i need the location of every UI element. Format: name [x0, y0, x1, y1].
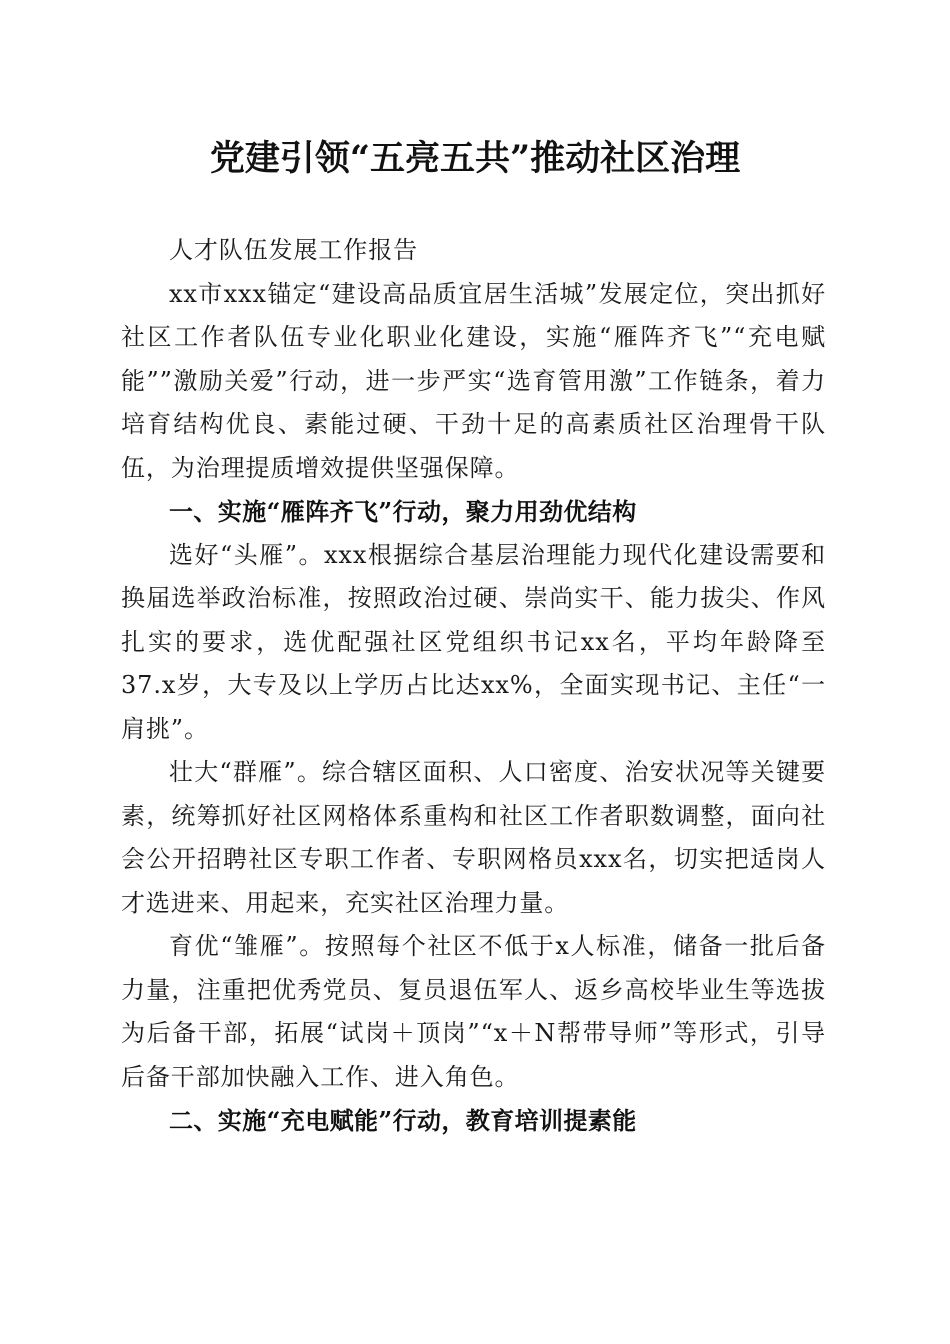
- document-subtitle: 人才队伍发展工作报告: [169, 236, 418, 264]
- intro-paragraph: xx市xxx锚定“建设高品质宜居生活城”发展定位，突出抓好社区工作者队伍专业化职业化建设，实施“雁阵齐飞”“充电赋能””激励关爱”行动，进一步严实“选育管用激”工作链条，着力培育结构优良、素能过硬、干劲十足的高素质社区治理骨干队伍，为治理提质增效提供坚强保障。: [121, 279, 826, 482]
- section-1-paragraph-3: 育优“雏雁”。按照每个社区不低于x人标准，储备一批后备力量，注重把优秀党员、复员退伍军人、返乡高校毕业生等选拔为后备干部，拓展“试岗＋顶岗”“x＋N帮带导师”等形式，引导后备干部加快融入工作、进入角色。: [121, 932, 826, 1091]
- section-1-heading: 一、实施“雁阵齐飞”行动，聚力用劲优结构: [169, 497, 637, 526]
- document-body: [121, 229, 826, 1143]
- section-2-heading: 二、实施“充电赋能”行动，教育培训提素能: [169, 1106, 637, 1135]
- section-1-paragraph-2: 壮大“群雁”。综合辖区面积、人口密度、治安状况等关键要素，统筹抓好社区网格体系重构和社区工作者职数调整，面向社会公开招聘社区专职工作者、专职网格员xxx名，切实把适岗人才选进来、用起来，充实社区治理力量。: [121, 758, 826, 917]
- section-1-paragraph-1: 选好“头雁”。xxx根据综合基层治理能力现代化建设需要和换届选举政治标准，按照政治过硬、崇尚实干、能力拔尖、作风扎实的要求，选优配强社区党组织书记xx名，平均年龄降至37.x岁，大专及以上学历占比达xx%，全面实现书记、主任“一肩挑”。: [121, 540, 826, 743]
- document-title: 党建引领“五亮五共”推动社区治理: [209, 138, 741, 179]
